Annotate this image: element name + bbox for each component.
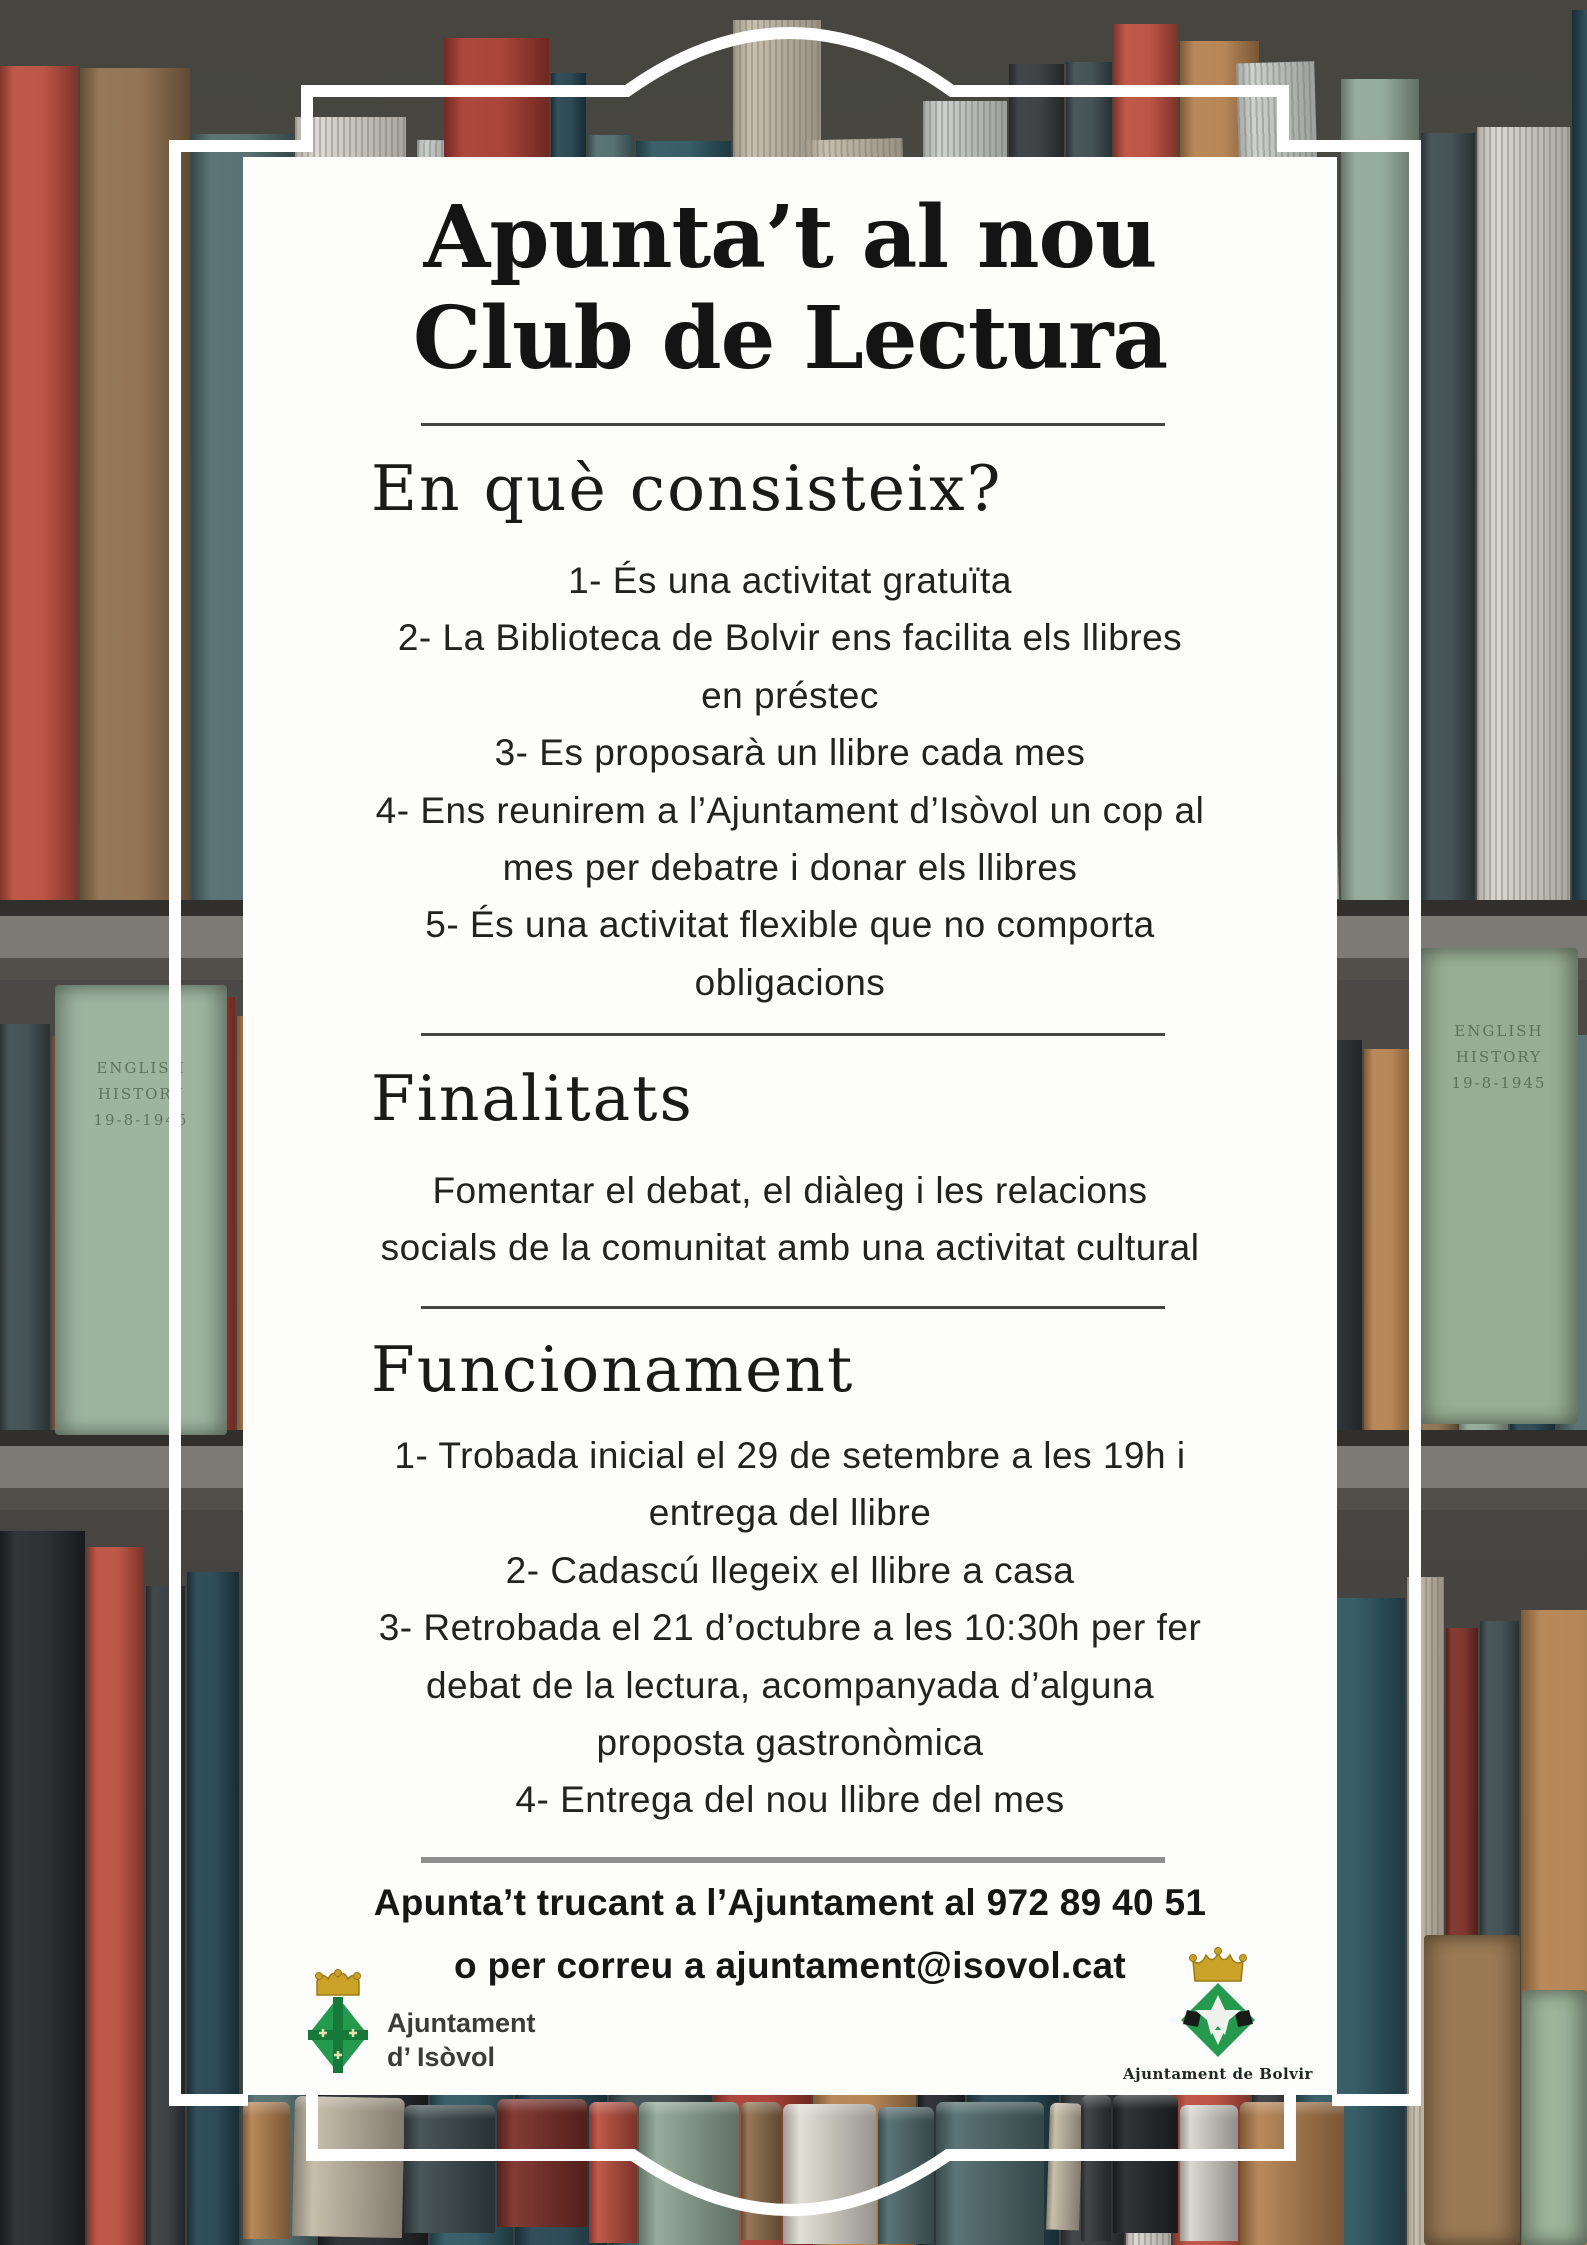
featured-book-spine — [1424, 1935, 1520, 2245]
isovol-logo-line2: d’ Isòvol — [387, 2041, 496, 2072]
divider-above-funcionament — [421, 1306, 1165, 1309]
book-spine — [1364, 1049, 1414, 1430]
book-spine — [878, 2107, 934, 2244]
section-heading-consisteix: En què consisteix? — [371, 452, 1003, 525]
contact-email-line: o per correu a ajuntament@isovol.cat — [454, 1945, 1126, 1986]
book-spine-text: ENGLISH HISTORY 19-8-1945 — [93, 1059, 189, 1129]
list-line: 1- És una activitat gratuïta — [568, 560, 1012, 601]
bookshelf-row — [243, 2095, 1344, 2245]
poster-title-line1: Apunta’t al nou — [423, 187, 1157, 288]
book-spine — [0, 1024, 50, 1430]
featured-book-spine — [55, 985, 227, 1435]
book-spine — [741, 2102, 781, 2240]
book-spine — [639, 2102, 739, 2245]
book-spine — [589, 2102, 637, 2243]
list-line: 4- Ens reunirem a l’Ajuntament d’Isòvol un cop al — [375, 789, 1205, 831]
divider-above-contact — [421, 1857, 1165, 1863]
list-line: 3- Retrobada el 21 d’octubre a les 10:30h per fer — [378, 1607, 1202, 1649]
bolvir-shield-icon — [1173, 1947, 1263, 2059]
logo-ajuntament-isovol — [305, 1967, 536, 2077]
book-spine — [243, 2102, 290, 2239]
book-spine — [0, 66, 78, 900]
book-spine — [1046, 2103, 1083, 2231]
poster-title — [243, 187, 1337, 390]
list-line: 2- La Biblioteca de Bolvir ens facilita els llibres — [397, 617, 1183, 659]
list-line: obligacions — [694, 961, 886, 1003]
logo-ajuntament-bolvir — [1098, 1947, 1338, 2083]
book-spine — [146, 1586, 185, 2245]
divider-above-finalitats — [421, 1033, 1165, 1036]
book-spine — [497, 2099, 587, 2227]
list-line: 1- Trobada inicial el 29 de setembre a les 19h i — [394, 1435, 1186, 1476]
section-heading-finalitats: Finalitats — [371, 1062, 694, 1135]
list-line: 5- És una activitat flexible que no comporta — [425, 904, 1155, 946]
book-spine — [1240, 2102, 1344, 2245]
isovol-logo-line1: Ajuntament — [387, 2008, 536, 2038]
list-line: en préstec — [701, 674, 879, 716]
list-line: entrega del llibre — [648, 1492, 932, 1534]
book-spine — [1113, 2095, 1178, 2233]
poster-card — [243, 157, 1337, 2095]
book-spine — [1180, 2105, 1238, 2241]
book-spine — [0, 1531, 85, 2245]
section-heading-funcionament: Funcionament — [371, 1333, 855, 1406]
isovol-logo-text — [387, 2007, 536, 2075]
poster-title-line2: Club de Lectura — [412, 288, 1168, 390]
book-spine — [1341, 79, 1419, 900]
book-spine — [187, 1572, 239, 2245]
list-line: debat de la lectura, acompanyada d’alguna — [425, 1664, 1155, 1706]
book-spine — [80, 68, 190, 900]
book-spine — [936, 2102, 1044, 2245]
consisteix-list — [243, 552, 1337, 1011]
book-spine — [1477, 127, 1570, 900]
book-spine — [292, 2096, 405, 2238]
book-spine-text: ENGLISH HISTORY 19-8-1945 — [1451, 1022, 1547, 1092]
divider-under-title — [421, 423, 1165, 426]
list-line: 2- Cadascú llegeix el llibre a casa — [505, 1549, 1075, 1591]
list-line: 3- Es proposarà un llibre cada mes — [494, 732, 1086, 774]
book-spine — [1421, 133, 1475, 900]
list-line: 4- Entrega del nou llibre del mes — [515, 1779, 1065, 1821]
book-spine — [87, 1547, 144, 2245]
book-spine — [404, 2105, 495, 2233]
featured-book-spine — [1522, 1990, 1587, 2245]
book-spine — [1081, 2095, 1111, 2241]
list-line: mes per debatre i donar els llibres — [502, 847, 1078, 889]
list-line: proposta gastronòmica — [596, 1722, 984, 1764]
funcionament-list — [243, 1427, 1337, 1829]
isovol-shield-icon — [305, 1967, 371, 2077]
list-line: Fomentar el debat, el diàleg i les relacions — [432, 1170, 1148, 1211]
finalitats-text — [243, 1162, 1337, 1277]
contact-phone-line: Apunta’t trucant a l’Ajuntament al 972 89 40 51 — [373, 1882, 1207, 1923]
book-spine — [1572, 10, 1587, 900]
book-spine — [783, 2104, 876, 2244]
bolvir-logo-caption: Ajuntament de Bolvir — [1123, 2065, 1313, 2083]
featured-book-spine — [1420, 948, 1578, 1424]
list-line: socials de la comunitat amb una activitat cultural — [380, 1227, 1200, 1269]
